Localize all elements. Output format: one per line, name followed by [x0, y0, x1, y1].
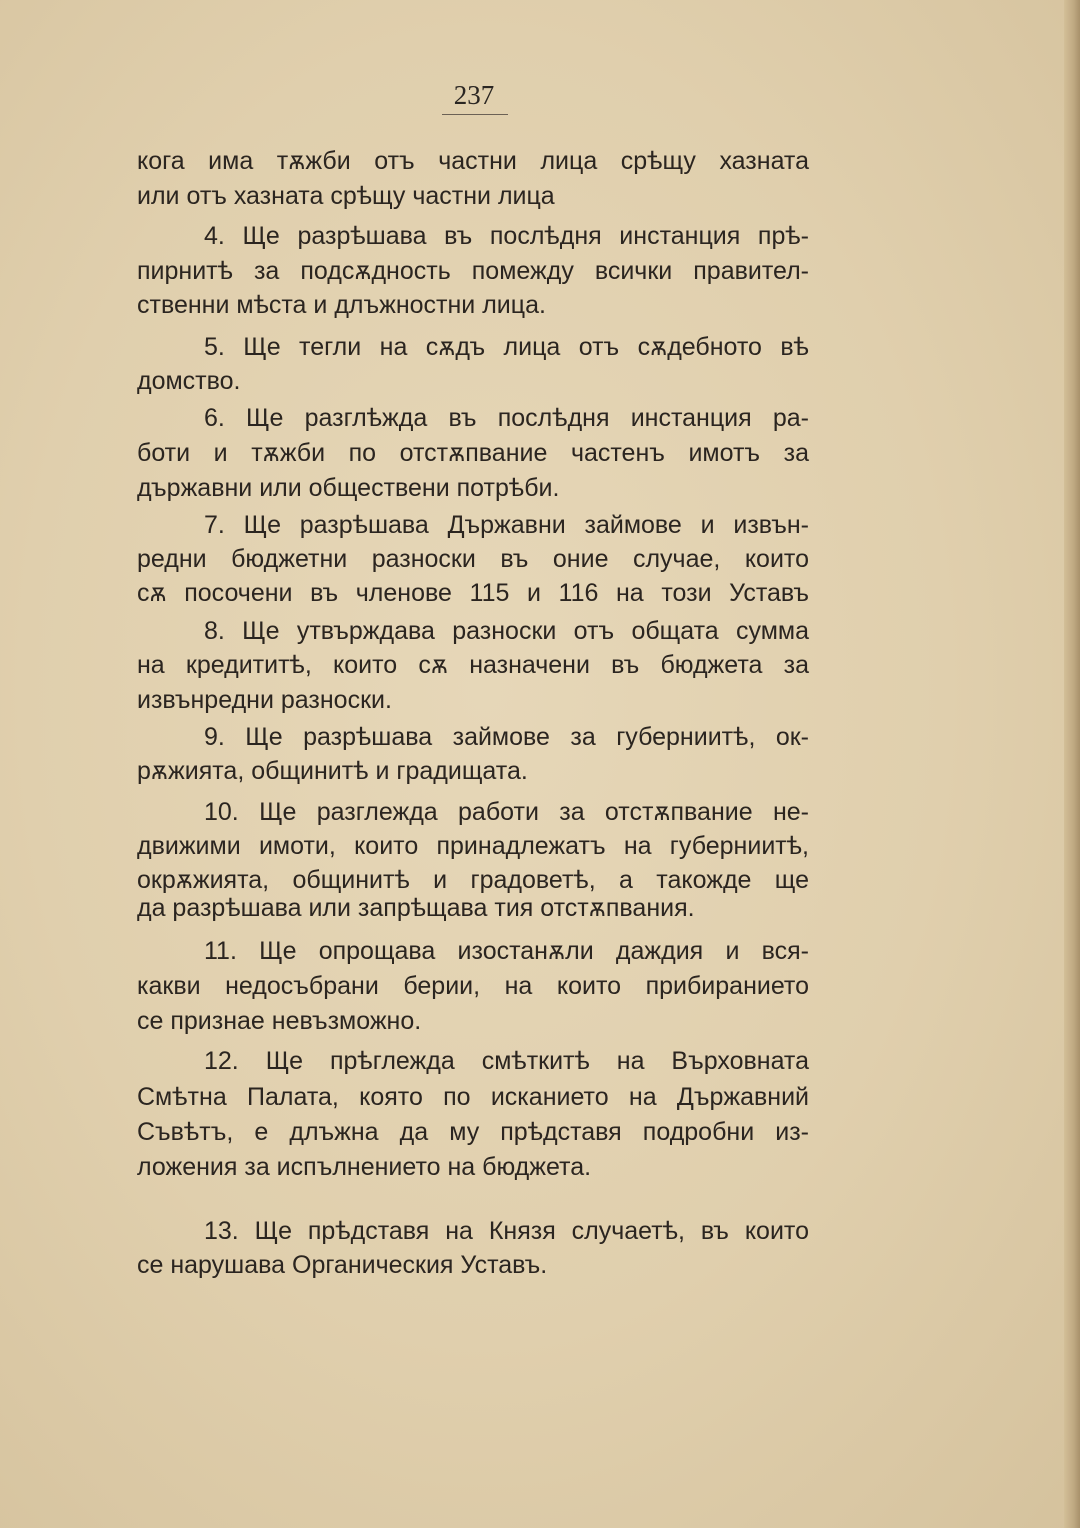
item-5-line: домство. [137, 367, 241, 395]
item-9-line: рѫжията, общинитѣ и градищата. [137, 757, 528, 785]
item-13-line: 13. Ще прѣдставя на Князя случаетѣ, въ които [204, 1217, 809, 1245]
item-7-line: сѫ посочени въ членове 115 и 116 на този Уставъ [137, 579, 809, 607]
item-5-line: 5. Ще тегли на сѫдъ лица отъ сѫдебното вѣ [204, 333, 809, 361]
item-4-line: 4. Ще разрѣшава въ послѣдня инстанция прѣ- [204, 222, 809, 250]
page-number: 237 [453, 80, 495, 110]
item-6-line: държавни или обществени потрѣби. [137, 474, 560, 502]
item-11-line: какви недосъбрани берии, на които прибиранието [137, 972, 809, 1000]
item-7-line: 7. Ще разрѣшава Държавни займове и извън- [204, 511, 809, 539]
item-12-line: Съвѣтъ, е длъжна да му прѣдставя подробни из- [137, 1118, 809, 1146]
text-line: кога има тѫжби отъ частни лица срѣщу хазната [137, 147, 809, 175]
item-8-line: на кредититѣ, които сѫ назначени въ бюджета за [137, 651, 809, 679]
item-6-line: 6. Ще разглѣжда въ послѣдня инстанция ра- [204, 404, 809, 432]
item-6-line: боти и тѫжби по отстѫпвание частенъ имотъ за [137, 439, 809, 467]
item-8-line: извънредни разноски. [137, 686, 392, 714]
item-7-line: редни бюджетни разноски въ оние случае, които [137, 545, 809, 573]
item-11-line: се признае невъзможно. [137, 1007, 422, 1035]
item-10-line: 10. Ще разглежда работи за отстѫпвание не- [204, 798, 809, 826]
item-4-line: ственни мѣста и длъжностни лица. [137, 291, 546, 319]
item-12-line: Смѣтна Палата, която по исканието на Държавний [137, 1083, 809, 1111]
item-10-line: да разрѣшава или запрѣщава тия отстѫпвания. [137, 894, 695, 922]
item-12-line: ложения за испълнението на бюджета. [137, 1153, 592, 1181]
item-12-line: 12. Ще прѣглежда смѣткитѣ на Върховната [204, 1047, 809, 1075]
page-number-rule [442, 114, 508, 115]
item-9-line: 9. Ще разрѣшава займове за губерниитѣ, ок- [204, 723, 809, 751]
item-13-line: се нарушава Органическия Уставъ. [137, 1251, 548, 1279]
page-gutter [1064, 0, 1080, 1528]
item-8-line: 8. Ще утвърждава разноски отъ общата сумма [204, 617, 809, 645]
item-10-line: окрѫжията, общинитѣ и градоветѣ, а такожде ще [137, 866, 809, 894]
text-line: или отъ хазната срѣщу частни лица [137, 182, 555, 210]
item-11-line: 11. Ще опрощава изостанѫли даждия и вся- [204, 937, 809, 965]
item-10-line: движими имоти, които принадлежатъ на губерниитѣ, [137, 832, 809, 860]
item-4-line: пирнитѣ за подсѫдность помежду всички правител- [137, 257, 809, 285]
